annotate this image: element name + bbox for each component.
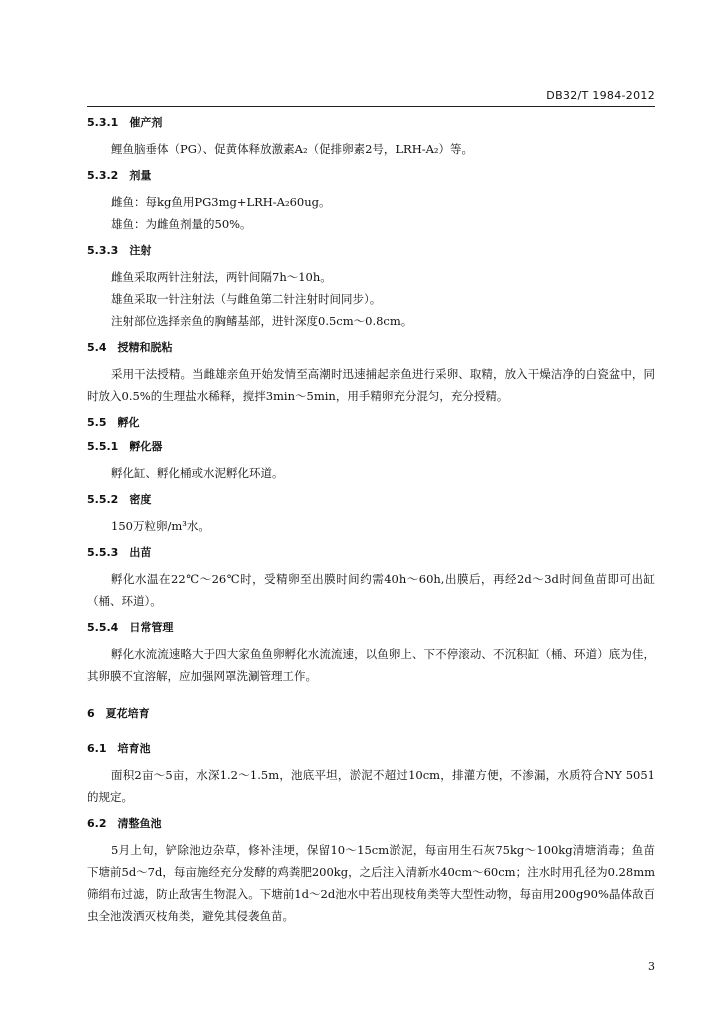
paragraph: 采用干法授精。当雌雄亲鱼开始发情至高潮时迅速捕起亲鱼进行采卵、取精，放入干燥洁净的白瓷盆中，同时放入0.5%的生理盐水稀释，搅拌3min～5min，用手精卵充分混匀，充分授精。 (87, 367, 655, 403)
paragraph: 雌鱼：每kg鱼用PG3mg+LRH-A₂60ug。 (111, 195, 331, 209)
paragraph: 5月上旬，铲除池边杂草，修补洼埂，保留10～15cm淤泥，每亩用生石灰75kg～100kg清塘消毒；鱼苗下塘前5d～7d，每亩施经充分发酵的鸡粪肥200kg，之后注入清新水40cm～60cm；注水时用孔径为0.28mm筛绢布过滤，防止敌害生物混入。下塘前1d～2d池水中若出现枝角类等大型性动物，每亩用200g90%晶体敌百虫全池泼洒灭枝角类，避免其侵袭鱼苗。 (87, 843, 656, 923)
heading-5-5-4: 5.5.4 日常管理 (87, 621, 174, 634)
page-number: 3 (648, 960, 655, 973)
paragraph: 孵化水温在22℃～26℃时，受精卵至出膜时间约需40h～60h,出膜后，再经2d～3d时间鱼苗即可出缸（桶、环道）。 (87, 572, 655, 608)
heading-6: 6 夏花培育 (87, 707, 150, 720)
paragraph: 孵化缸、孵化桶或水泥孵化环道。 (111, 466, 284, 480)
paragraph: 雌鱼采取两针注射法，两针间隔7h～10h。 (111, 270, 332, 284)
heading-5-5: 5.5 孵化 (87, 416, 140, 429)
heading-6-2: 6.2 清整鱼池 (87, 817, 162, 830)
paragraph: 注射部位选择亲鱼的胸鳍基部，进针深度0.5cm～0.8cm。 (111, 314, 413, 328)
heading-5-5-1: 5.5.1 孵化器 (87, 440, 163, 453)
heading-5-3-1: 5.3.1 催产剂 (87, 116, 163, 129)
heading-5-3-2: 5.3.2 剂量 (87, 169, 152, 182)
paragraph: 面积2亩～5亩，水深1.2～1.5m，池底平坦，淤泥不超过10cm，排灌方便，不渗漏，水质符合NY 5051的规定。 (87, 768, 655, 804)
heading-5-3-3: 5.3.3 注射 (87, 244, 152, 257)
document-code: DB32/T 1984-2012 (546, 89, 655, 102)
paragraph: 鲤鱼脑垂体（PG）、促黄体释放激素A₂（促排卵素2号，LRH-A₂）等。 (111, 142, 474, 156)
document-body (87, 110, 655, 927)
heading-6-1: 6.1 培育池 (87, 742, 151, 755)
heading-5-4: 5.4 授精和脱粘 (87, 341, 173, 354)
heading-5-5-2: 5.5.2 密度 (87, 493, 152, 506)
paragraph: 150万粒卵/m³水。 (111, 519, 210, 533)
paragraph: 孵化水流流速略大于四大家鱼鱼卵孵化水流流速，以鱼卵上、下不停滚动、不沉积缸（桶、环道）底为佳，其卵膜不宜溶解，应加强网罩洗涮管理工作。 (87, 647, 655, 683)
paragraph: 雄鱼采取一针注射法（与雌鱼第二针注射时间同步）。 (111, 292, 382, 306)
paragraph: 雄鱼：为雌鱼剂量的50%。 (111, 217, 252, 231)
header-rule (87, 106, 655, 107)
heading-5-5-3: 5.5.3 出苗 (87, 546, 152, 559)
